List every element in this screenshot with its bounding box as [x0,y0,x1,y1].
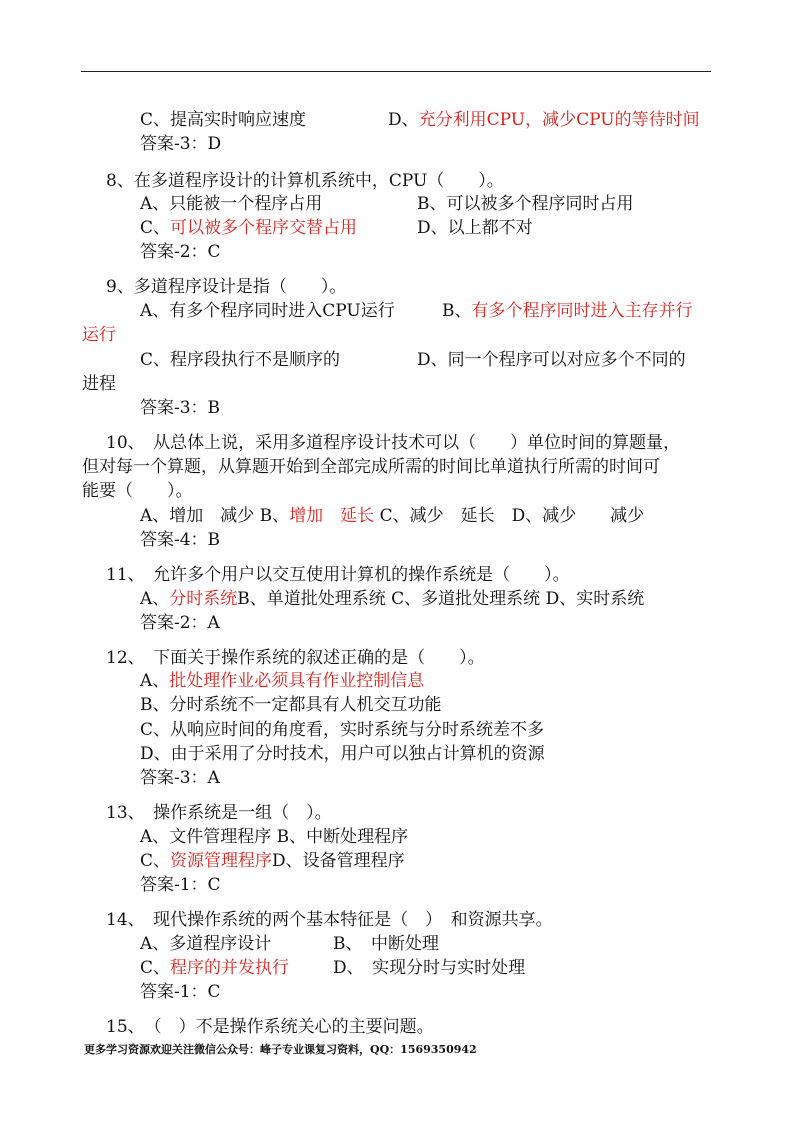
q9-stem: 9、多道程序设计是指（ ）。 [106,277,347,297]
q12-answer-highlight: 批处理作业必须具有作业控制信息 [169,671,425,691]
q13-stem: 13、 操作系统是一组（ ）。 [106,803,332,823]
page-footer: 更多学习资源欢迎关注微信公众号：峰子专业课复习资料，QQ：1569350942 [84,1043,477,1056]
q13-answer: 答案-1：C [140,875,221,895]
q9-option-b: B、有多个程序同时进入主存并行 [442,301,693,321]
q8-option-c: C、可以被多个程序交替占用 [140,218,358,238]
q8-answer-highlight: 可以被多个程序交替占用 [170,218,358,238]
q12-option-c: C、从响应时间的角度看，实时系统与分时系统差不多 [140,720,545,740]
q10-stem-line1: 10、 从总体上说，采用多道程序设计技术可以（ ）单位时间的算题量， [106,433,681,453]
q14-option-b: B、 中断处理 [333,934,439,954]
q12-stem: 12、 下面关于操作系统的叙述正确的是（ ）。 [106,648,485,668]
header-rule [81,71,711,72]
q7-option-c: C、提高实时响应速度 [140,110,307,130]
q12-answer: 答案-3：A [140,768,220,788]
q14-answer-highlight: 程序的并发执行 [170,958,290,978]
q14-option-d: D、 实现分时与实时处理 [333,958,526,978]
q13-answer-highlight: 资源管理程序 [170,851,273,871]
q12-option-a: A、批处理作业必须具有作业控制信息 [140,671,425,691]
q8-answer: 答案-2：C [140,242,221,262]
q7-answer: 答案-3：D [140,134,222,154]
q11-options: A、分时系统B、单道批处理系统 C、多道批处理系统 D、实时系统 [140,589,645,609]
q10-answer: 答案-4：B [140,530,221,550]
q7-option-d: D、充分利用CPU，减少CPU的等待时间 [388,110,700,130]
q9-option-b-cont: 运行 [82,325,116,345]
q11-answer-highlight: 分时系统 [169,589,238,609]
q11-stem: 11、 允许多个用户以交互使用计算机的操作系统是（ ）。 [106,565,570,585]
q8-option-a: A、只能被一个程序占用 [140,194,323,214]
q9-option-a: A、有多个程序同时进入CPU运行 [140,301,395,321]
q12-option-d: D、由于采用了分时技术，用户可以独占计算机的资源 [140,744,545,764]
q14-option-a: A、多道程序设计 [140,934,272,954]
q9-answer: 答案-3：B [140,398,221,418]
q9-option-d-cont: 进程 [82,374,116,394]
q14-answer: 答案-1：C [140,982,221,1002]
q12-option-b: B、分时系统不一定都具有人机交互功能 [140,695,442,715]
q7-answer-highlight: 充分利用CPU，减少CPU的等待时间 [418,110,700,130]
q8-stem: 8、在多道程序设计的计算机系统中，CPU（ ）。 [106,171,504,191]
q10-options: A、增加 减少 B、增加 延长 C、减少 延长 D、减少 减少 [140,506,645,526]
q13-options-ab: A、文件管理程序 B、中断处理程序 [140,827,409,847]
q11-answer: 答案-2：A [140,613,220,633]
q9-option-d: D、同一个程序可以对应多个不同的 [417,350,686,370]
q14-stem: 14、 现代操作系统的两个基本特征是（ ） 和资源共享。 [106,910,553,930]
q9-answer-highlight: 有多个程序同时进入主存并行 [471,301,693,321]
q13-options-cd: C、资源管理程序D、设备管理程序 [140,851,405,871]
q15-stem: 15、 （ ）不是操作系统关心的主要问题。 [106,1017,434,1037]
q10-answer-highlight: 增加 延长 [289,506,375,526]
q8-option-d: D、以上都不对 [417,218,533,238]
q10-stem-line3: 能要（ ）。 [82,481,193,501]
q9-option-c: C、程序段执行不是顺序的 [140,350,341,370]
q8-option-b: B、可以被多个程序同时占用 [417,194,634,214]
q10-stem-line2: 但对每一个算题，从算题开始到全部完成所需的时间比单道执行所需的时间可 [82,457,660,477]
q14-option-c: C、程序的并发执行 [140,958,290,978]
